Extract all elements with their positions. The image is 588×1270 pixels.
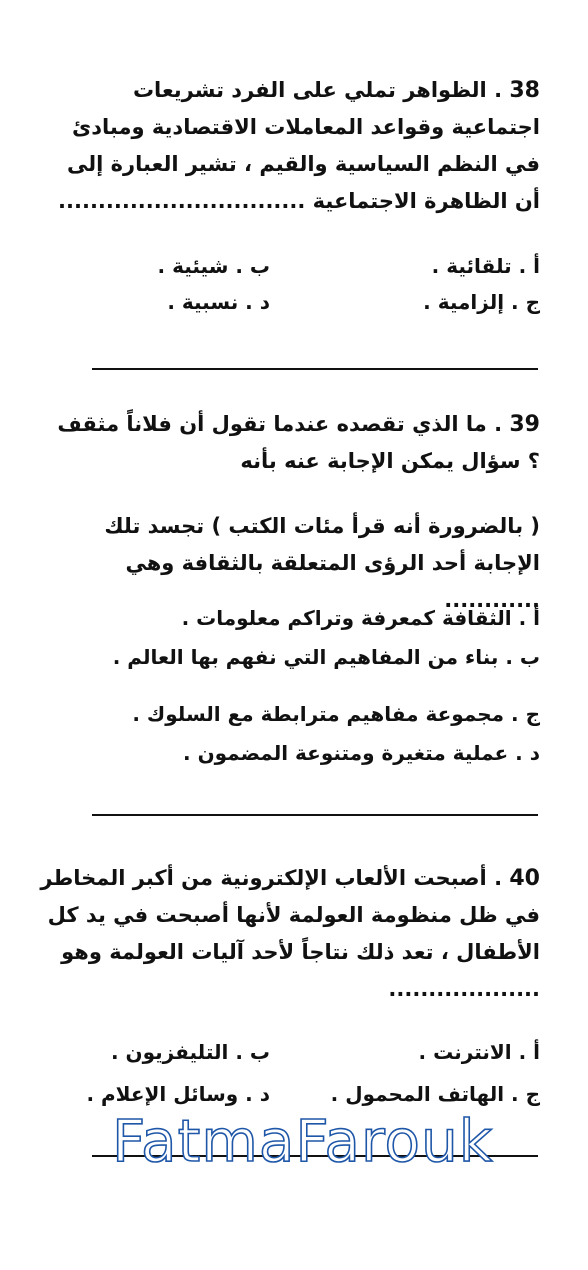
option-d: د . عملية متغيرة ومتنوعة المضمون .	[183, 741, 540, 765]
option-a: أ . تلقائية .	[431, 254, 540, 278]
option-b: ب . شيئية .	[157, 254, 270, 278]
option-d: د . نسبية .	[167, 290, 270, 314]
question-38: 38 . الظواهر تملي على الفرد تشريعات اجتماعية وقواعد المعاملات الاقتصادية ومبادئ في النظم السياسية والقيم ، تشير العبارة إلى أن الظاهرة الاجتماعية ...............................	[58, 78, 540, 213]
question-40: 40 . أصبحت الألعاب الإلكترونية من أكبر المخاطر في ظل منظومة العولمة لأنها أصبحت في يد كل الأطفال ، تعد ذلك نتاجاً لأحد آليات العولمة وهو ...................	[40, 866, 540, 1001]
divider	[92, 814, 538, 816]
question-number: 39	[509, 412, 540, 437]
question-text: أصبحت الألعاب الإلكترونية من أكبر المخاطر في ظل منظومة العولمة لأنها أصبحت في يد كل الأطفال ، تعد ذلك نتاجاً لأحد آليات العولمة وهو ...................	[40, 866, 540, 1001]
question-number: 40	[509, 866, 540, 891]
divider	[92, 368, 538, 370]
question-39: 39 . ما الذي تقصده عندما تقول أن فلاناً مثقف ؟ سؤال يمكن الإجابة عنه بأنه	[57, 412, 540, 473]
question-number: 38	[509, 78, 540, 103]
option-a: أ . الانترنت .	[418, 1040, 540, 1064]
option-b: ب . بناء من المفاهيم التي نفهم بها العالم .	[112, 645, 540, 669]
option-a: أ . الثقافة كمعرفة وتراكم معلومات .	[181, 606, 540, 630]
option-c: ج . مجموعة مفاهيم مترابطة مع السلوك .	[132, 702, 540, 726]
watermark-signature: FatmaFarouk	[112, 1107, 494, 1175]
question-text: ما الذي تقصده عندما تقول أن فلاناً مثقف ؟ سؤال يمكن الإجابة عنه بأنه	[57, 412, 540, 473]
option-c: ج . الهاتف المحمول .	[330, 1082, 540, 1106]
option-c: ج . إلزامية .	[423, 290, 540, 314]
question-text: الظواهر تملي على الفرد تشريعات اجتماعية وقواعد المعاملات الاقتصادية ومبادئ في النظم السياسية والقيم ، تشير العبارة إلى أن الظاهرة الاجتماعية ...............................	[58, 78, 540, 213]
option-b: ب . التليفزيون .	[111, 1040, 270, 1064]
question-39-continuation: ( بالضرورة أنه قرأ مئات الكتب ) تجسد تلك الإجابة أحد الرؤى المتعلقة بالثقافة وهي ............	[104, 514, 540, 612]
option-d: د . وسائل الإعلام .	[86, 1082, 270, 1106]
